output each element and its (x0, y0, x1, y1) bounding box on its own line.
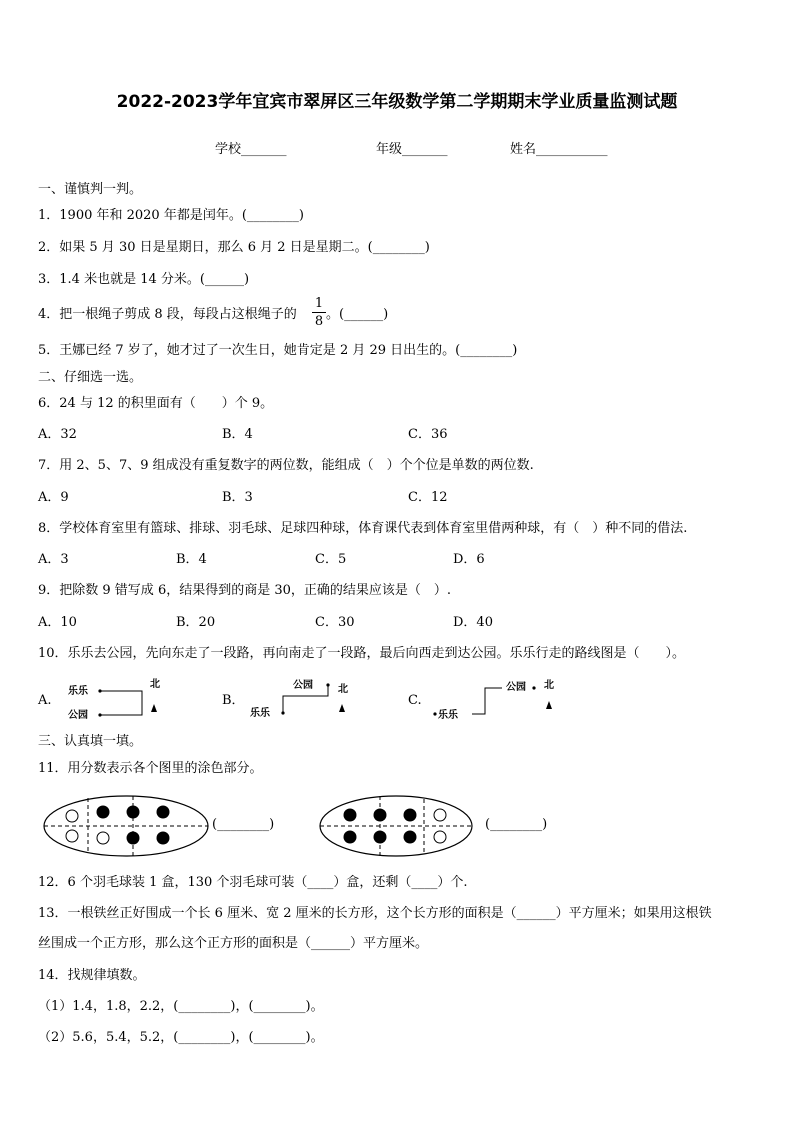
shaded-circles-figure-2 (319, 795, 473, 857)
q8-option-c: C．5 (315, 552, 347, 567)
q10-option-b-label: B． (222, 693, 245, 708)
shaded-circles-figure-1 (43, 795, 209, 857)
section-2-heading: 二、仔细选一选。 (38, 370, 143, 385)
fraction-bar (312, 312, 326, 313)
q10-option-a-label: A. (38, 693, 52, 708)
q7-option-b: B．3 (222, 490, 253, 505)
question-9: 9．把除数 9 错写成 6，结果得到的商是 30，正确的结果应该是（ ）. (38, 583, 452, 598)
grade-field: 年级_______ (376, 142, 448, 157)
question-5: 5．王娜已经 7 岁了，她才过了一次生日，她肯定是 2 月 29 日出生的。(________) (38, 343, 518, 358)
q8-option-b: B．4 (176, 552, 207, 567)
question-14: 14．找规律填数。 (38, 968, 146, 983)
question-6: 6．24 与 12 的积里面有（ ）个 9。 (38, 396, 274, 411)
route-a-start-label: 乐乐 (68, 686, 88, 697)
route-a-north-label: 北 (150, 679, 160, 690)
fraction-numerator: 1 (314, 296, 324, 311)
q6-option-c: C．36 (408, 427, 448, 442)
q6-option-a: A．32 (38, 427, 77, 442)
question-3: 3．1.4 米也就是 14 分米。(______) (38, 272, 250, 287)
q7-option-a: A．9 (38, 490, 69, 505)
q6-option-b: B．4 (222, 427, 253, 442)
route-c-start-dot (433, 712, 436, 715)
q7-option-c: C．12 (408, 490, 448, 505)
route-c-start-label: 乐乐 (438, 710, 458, 721)
fraction-one-eighth (312, 296, 326, 329)
question-12: 12．6 个羽毛球装 1 盒，130 个羽毛球可装（____）盒，还剩（____）个. (38, 875, 468, 890)
q11-blank-2: (________) (485, 817, 548, 832)
name-field: 姓名___________ (510, 142, 608, 157)
section-3-heading: 三、认真填一填。 (38, 734, 143, 749)
question-11: 11．用分数表示各个图里的涂色部分。 (38, 761, 263, 776)
north-arrow-icon (339, 704, 345, 712)
route-c-path (472, 688, 502, 714)
question-13-line-2: 丝围成一个正方形，那么这个正方形的面积是（______）平方厘米。 (38, 936, 429, 951)
route-c-north-label: 北 (544, 680, 554, 691)
question-8: 8．学校体育室里有篮球、排球、羽毛球、足球四种球，体育课代表到体育室里借两种球，有（ ）种不同的借法. (38, 521, 688, 536)
question-7: 7．用 2、5、7、9 组成没有重复数字的两位数，能组成（ ）个个位是单数的两位数. (38, 458, 534, 473)
q9-option-a: A．10 (38, 615, 77, 630)
fraction-denominator: 8 (314, 314, 324, 329)
section-1-heading: 一、谨慎判一判。 (38, 182, 143, 197)
school-field: 学校_______ (215, 142, 287, 157)
north-arrow-icon (151, 704, 157, 712)
question-1: 1．1900 年和 2020 年都是闰年。(________) (38, 208, 304, 223)
route-c-park-label: 公园 (506, 682, 526, 693)
question-13-line-1: 13．一根铁丝正好围成一个长 6 厘米、宽 2 厘米的长方形，这个长方形的面积是（______）平方厘米；如果用这根铁 (38, 906, 712, 921)
q8-option-a: A．3 (38, 552, 69, 567)
q9-option-b: B．20 (176, 615, 216, 630)
north-arrow-icon (546, 701, 552, 709)
question-10: 10．乐乐去公园，先向东走了一段路，再向南走了一段路，最后向西走到达公园。乐乐行走的路线图是（ ）。 (38, 646, 686, 661)
route-a-path (100, 691, 142, 715)
route-b-park-label: 公园 (293, 680, 313, 691)
question-2: 2．如果 5 月 30 日是星期日，那么 6 月 2 日是星期二。(________) (38, 240, 430, 255)
question-4-blank: 。(______) (326, 307, 389, 322)
q10-route-c (430, 674, 560, 722)
q11-blank-1: (________) (212, 817, 275, 832)
q10-route-a (66, 676, 166, 724)
q9-option-c: C．30 (315, 615, 355, 630)
q10-route-b (248, 676, 358, 720)
question-14-part-2: （2）5.6，5.4，5.2，(________)，(________)。 (38, 1030, 324, 1045)
question-14-part-1: （1）1.4，1.8，2.2，(________)，(________)。 (38, 999, 324, 1014)
q9-option-d: D．40 (453, 615, 493, 630)
page-title: 2022-2023学年宜宾市翠屏区三年级数学第二学期期末学业质量监测试题 (116, 92, 678, 112)
route-b-north-label: 北 (338, 684, 348, 695)
route-b-start-label: 乐乐 (250, 708, 270, 719)
route-c-end-dot (532, 686, 535, 689)
q10-option-c-label: C. (408, 693, 422, 708)
route-a-park-label: 公园 (68, 710, 88, 721)
question-4-text: 4．把一根绳子剪成 8 段，每段占这根绳子的 (38, 307, 297, 322)
q8-option-d: D．6 (453, 552, 485, 567)
